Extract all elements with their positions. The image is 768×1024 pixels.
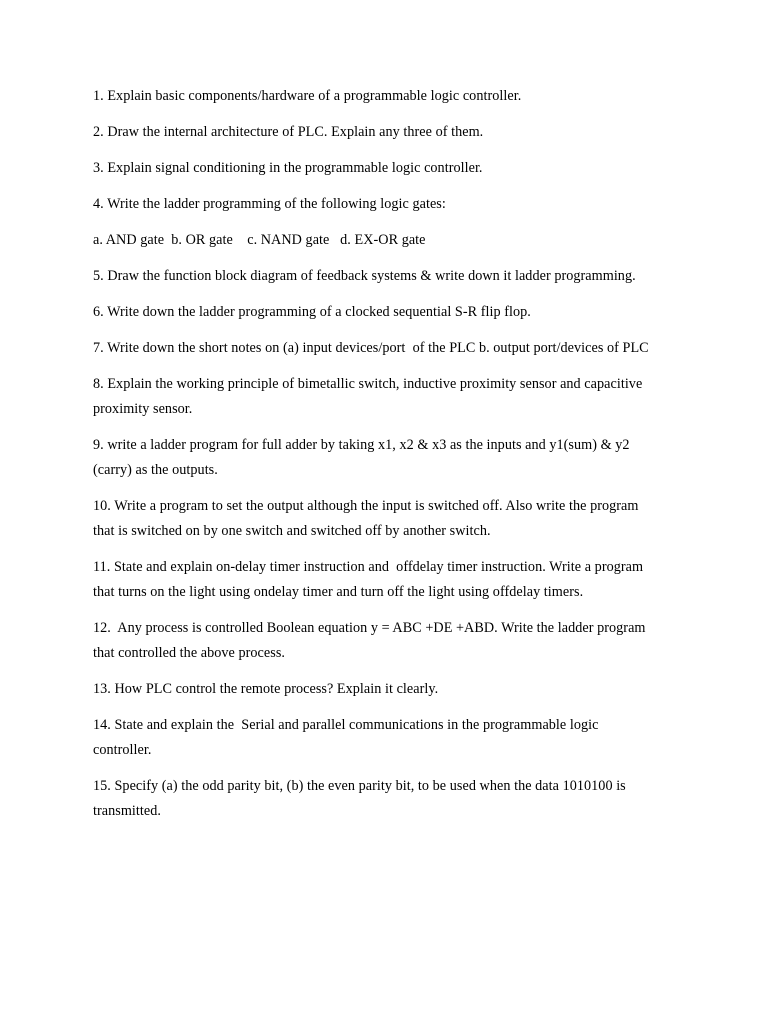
question-6: 6. Write down the ladder programming of a clocked sequential S-R flip flop. — [93, 304, 531, 320]
question-9: 9. write a ladder program for full adder by taking x1, x2 & x3 as the inputs and y1(sum) & y2 (carry) as the outputs. — [93, 437, 634, 478]
question-11: 11. State and explain on-delay timer instruction and offdelay timer instruction. Write a program that turns on the light using ondelay timer and turn off the light using offdelay timers. — [93, 559, 647, 600]
question-4-options: a. AND gate b. OR gate c. NAND gate d. EX-OR gate — [93, 232, 426, 248]
question-4: 4. Write the ladder programming of the following logic gates: — [93, 196, 446, 212]
question-7: 7. Write down the short notes on (a) input devices/port of the PLC b. output port/devices of PLC — [93, 340, 649, 356]
question-1: 1. Explain basic components/hardware of a programmable logic controller. — [93, 88, 522, 104]
question-13: 13. How PLC control the remote process? Explain it clearly. — [93, 681, 439, 697]
question-10: 10. Write a program to set the output although the input is switched off. Also write the program that is switched on by one switch and switched off by another switch. — [93, 498, 643, 539]
question-5: 5. Draw the function block diagram of feedback systems & write down it ladder programming. — [93, 268, 636, 284]
question-2: 2. Draw the internal architecture of PLC. Explain any three of them. — [93, 124, 484, 140]
question-list — [93, 84, 653, 835]
question-3: 3. Explain signal conditioning in the programmable logic controller. — [93, 160, 483, 176]
question-15: 15. Specify (a) the odd parity bit, (b) the even parity bit, to be used when the data 1010100 is transmitted. — [93, 778, 630, 819]
question-12: 12. Any process is controlled Boolean equation y = ABC +DE +ABD. Write the ladder program that controlled the above process. — [93, 620, 650, 661]
question-8: 8. Explain the working principle of bimetallic switch, inductive proximity sensor and capacitive proximity sensor. — [93, 376, 646, 417]
question-14: 14. State and explain the Serial and parallel communications in the programmable logic controller. — [93, 717, 603, 758]
